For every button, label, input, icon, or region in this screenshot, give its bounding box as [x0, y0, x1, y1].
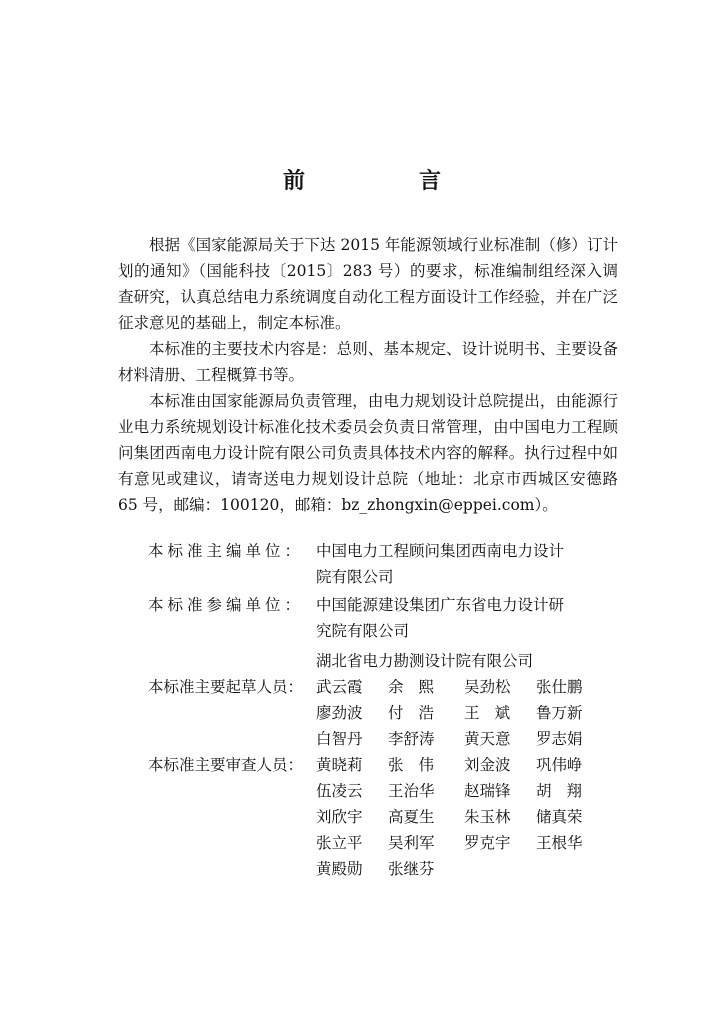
- reviewer-name: 朱玉林: [464, 808, 511, 826]
- reviewer-name: 储真荣: [536, 808, 583, 826]
- reviewer-name: 张继芬: [388, 860, 435, 878]
- reviewer-name: 伍凌云: [316, 782, 363, 800]
- reviewer-name: 张伟: [388, 756, 450, 774]
- participating-line: 中国能源建设集团广东省电力设计研: [316, 596, 565, 614]
- drafter-name: 张仕鹏: [536, 678, 583, 696]
- paragraph-2: 本标准的主要技术内容是：总则、基本规定、设计说明书、主要设备材料清册、工程概算书等。: [118, 340, 618, 384]
- reviewer-name: 吴利军: [388, 834, 435, 852]
- drafter-name: 鲁万新: [536, 704, 583, 722]
- reviewer-name: 张立平: [316, 834, 363, 852]
- drafters-label: 本标准主要起草人员：: [148, 678, 304, 696]
- reviewer-name: 黄晓莉: [316, 756, 363, 774]
- drafter-name: 王斌: [464, 704, 526, 722]
- participating-line: 湖北省电力勘测设计院有限公司: [316, 652, 534, 670]
- page-title: 前 言: [282, 168, 487, 194]
- chief-editor-line: 中国电力工程顾问集团西南电力设计: [316, 542, 565, 560]
- drafter-name: 李舒涛: [388, 730, 435, 748]
- participating-line: 究院有限公司: [316, 622, 410, 640]
- reviewers-label: 本标准主要审查人员：: [148, 756, 304, 774]
- reviewer-name: 王根华: [536, 834, 583, 852]
- drafter-name: 黄天意: [464, 730, 511, 748]
- chief-editor-value: [316, 538, 626, 590]
- preface-body: [118, 232, 618, 518]
- drafter-name: 罗志娟: [536, 730, 583, 748]
- chief-editor-line: 院有限公司: [316, 568, 394, 586]
- drafter-name: 付浩: [388, 704, 450, 722]
- drafter-name: 吴劲松: [464, 678, 511, 696]
- paragraph-1: 根据《国家能源局关于下达 2015 年能源领域行业标准制（修）订计划的通知》（国能科技〔2015〕283 号）的要求，标准编制组经深入调查研究，认真总结电力系统调度自动化工程方面设计工作经验，并在广泛征求意见的基础上，制定本标准。: [118, 236, 618, 332]
- paragraph-3: 本标准由国家能源局负责管理，由电力规划设计总院提出，由能源行业电力系统规划设计标准化技术委员会负责日常管理，由中国电力工程顾问集团西南电力设计院有限公司负责具体技术内容的解释。执行过程中如有意见或建议，请寄送电力规划设计总院（地址：北京市西城区安德路 65 号，邮编：100120，邮箱：bz_zhongxin@eppei.com）。: [118, 392, 618, 514]
- reviewers-list: [316, 752, 608, 882]
- drafters-list: [316, 674, 608, 752]
- reviewer-name: 罗克宇: [464, 834, 511, 852]
- reviewer-name: 胡翔: [536, 782, 598, 800]
- participating-value: [316, 592, 626, 674]
- reviewer-name: 高夏生: [388, 808, 435, 826]
- participating-label: 本标准参编单位：: [148, 596, 305, 614]
- drafter-name: 武云霞: [316, 678, 363, 696]
- chief-editor-label: 本标准主编单位：: [148, 542, 305, 560]
- drafter-name: 白智丹: [316, 730, 363, 748]
- reviewer-name: 赵瑞锋: [464, 782, 511, 800]
- reviewer-name: 黄殿勋: [316, 860, 363, 878]
- reviewer-name: 王治华: [388, 782, 435, 800]
- reviewer-name: 刘金波: [464, 756, 511, 774]
- reviewer-name: 刘欣宇: [316, 808, 363, 826]
- drafter-name: 余熙: [388, 678, 450, 696]
- reviewer-name: 巩伟峥: [536, 756, 583, 774]
- drafter-name: 廖劲波: [316, 704, 363, 722]
